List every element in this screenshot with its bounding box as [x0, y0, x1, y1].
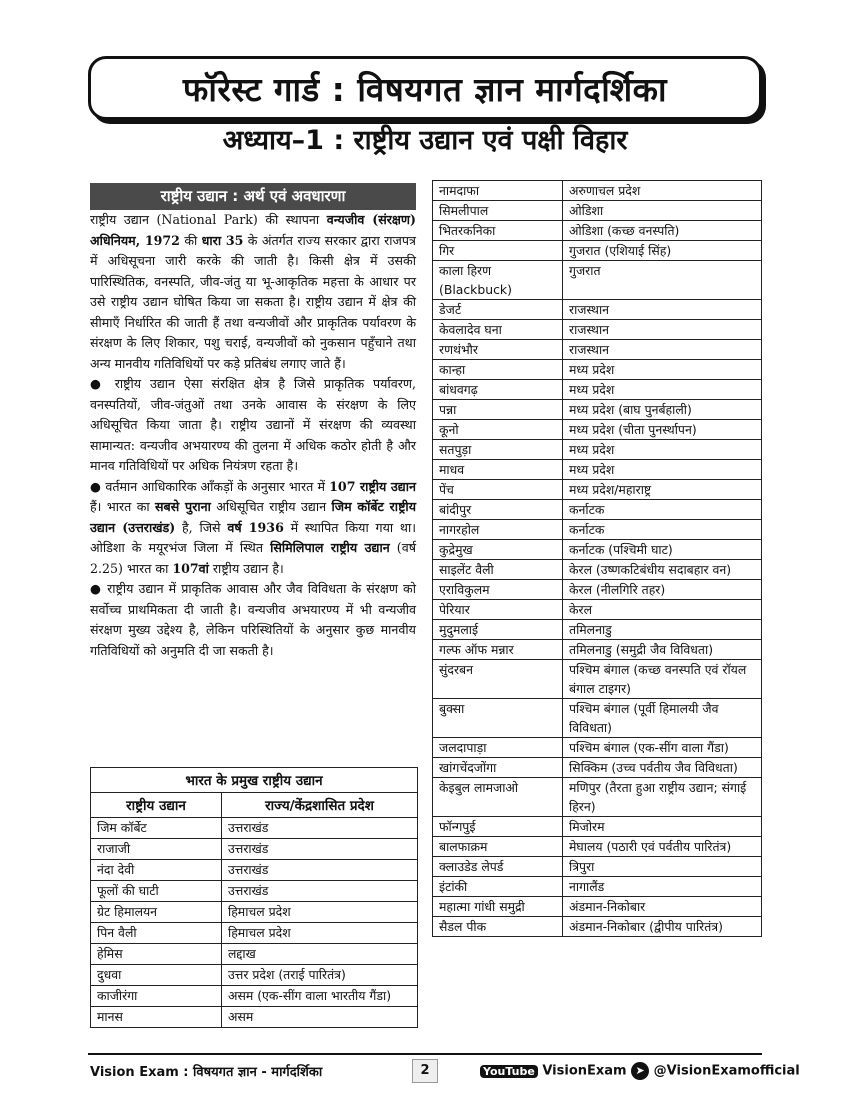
- state-cell: ओडिशा (कच्छ वनस्पति): [563, 221, 762, 241]
- table-row: [91, 923, 418, 944]
- table-row: [433, 420, 762, 440]
- title-banner: [88, 56, 762, 120]
- park-name-cell: क्लाउडेड लेपर्ड: [433, 857, 563, 877]
- state-cell: केरल: [563, 600, 762, 620]
- state-cell: गुजरात (एशियाई सिंह): [563, 241, 762, 261]
- telegram-icon: ➤: [631, 1062, 649, 1080]
- park-name-cell: गल्फ ऑफ मन्नार: [433, 640, 563, 660]
- table-row: [433, 440, 762, 460]
- state-cell: राजस्थान: [563, 340, 762, 360]
- state-cell: अंडमान-निकोबार (द्वीपीय पारितंत्र): [563, 917, 762, 937]
- state-cell: कर्नाटक: [563, 500, 762, 520]
- state-cell: तमिलनाडु: [563, 620, 762, 640]
- park-name-cell: गिर: [433, 241, 563, 261]
- column-header-state: राज्य/केंद्रशासित प्रदेश: [222, 793, 418, 818]
- table-row: [91, 860, 418, 881]
- park-name-cell: जलदापाड़ा: [433, 738, 563, 758]
- section-heading: राष्ट्रीय उद्यान : अर्थ एवं अवधारणा: [90, 183, 416, 210]
- park-name-cell: काजीरंगा: [91, 986, 222, 1007]
- park-name-cell: केवलादेव घना: [433, 320, 563, 340]
- table-row: [433, 897, 762, 917]
- youtube-icon: YouTube: [480, 1065, 538, 1078]
- table-row: [433, 380, 762, 400]
- table-row: [91, 965, 418, 986]
- state-cell: मिजोरम: [563, 817, 762, 837]
- state-cell: उत्तराखंड: [222, 839, 418, 860]
- table-row: [433, 817, 762, 837]
- table-row: [433, 520, 762, 540]
- park-name-cell: बुक्सा: [433, 699, 563, 738]
- table-row: [91, 902, 418, 923]
- table-row: [433, 480, 762, 500]
- state-cell: पश्चिम बंगाल (पूर्वी हिमालयी जैव विविधता): [563, 699, 762, 738]
- table-row: [433, 620, 762, 640]
- park-name-cell: महात्मा गांधी समुद्री: [433, 897, 563, 917]
- table-row: [433, 857, 762, 877]
- state-cell: मध्य प्रदेश: [563, 440, 762, 460]
- table-row: [433, 877, 762, 897]
- park-name-cell: हेमिस: [91, 944, 222, 965]
- table-row: [433, 660, 762, 699]
- state-cell: अरुणाचल प्रदेश: [563, 181, 762, 201]
- left-column: [90, 183, 416, 661]
- park-name-cell: इंटांकी: [433, 877, 563, 897]
- table-row: [91, 839, 418, 860]
- state-cell: पश्चिम बंगाल (कच्छ वनस्पति एवं रॉयल बंगाल टाइगर): [563, 660, 762, 699]
- park-name-cell: पन्ना: [433, 400, 563, 420]
- table-row: [433, 261, 762, 300]
- table-row: [433, 460, 762, 480]
- state-cell: असम (एक-सींग वाला भारतीय गैंडा): [222, 986, 418, 1007]
- column-header-park: राष्ट्रीय उद्यान: [91, 793, 222, 818]
- state-cell: उत्तराखंड: [222, 881, 418, 902]
- state-cell: तमिलनाडु (समुद्री जैव विविधता): [563, 640, 762, 660]
- table-row: [433, 400, 762, 420]
- state-cell: असम: [222, 1007, 418, 1028]
- park-name-cell: फॉन्गपुई: [433, 817, 563, 837]
- park-name-cell: भितरकनिका: [433, 221, 563, 241]
- state-cell: मध्य प्रदेश (चीता पुनर्स्थापन): [563, 420, 762, 440]
- park-name-cell: पिन वैली: [91, 923, 222, 944]
- table-row: [91, 986, 418, 1007]
- telegram-handle: @VisionExamofficial: [653, 1063, 800, 1079]
- state-cell: मणिपुर (तैरता हुआ राष्ट्रीय उद्यान; संगाई हिरन): [563, 778, 762, 817]
- table-row: [91, 944, 418, 965]
- park-name-cell: एराविकुलम: [433, 580, 563, 600]
- state-cell: हिमाचल प्रदेश: [222, 923, 418, 944]
- table-row: [433, 837, 762, 857]
- paragraph-definition: ● राष्ट्रीय उद्यान ऐसा संरक्षित क्षेत्र है जिसे प्राकृतिक पर्यावरण, वनस्पतियों, जीव-जंतुओं तथा उनके आवास के संरक्षण के लिए अधिसूचित किया जाता है। राष्ट्रीय उद्यानों में संरक्षण की व्यवस्था सामान्यत: वन्यजीव अभयारण्य की तुलना में अधिक कठोर होती है और मानव गतिविधियों पर अधिक नियंत्रण रहता है।: [90, 376, 416, 473]
- table-row: [433, 181, 762, 201]
- table-row: [433, 540, 762, 560]
- state-cell: उत्तराखंड: [222, 818, 418, 839]
- park-name-cell: सिमलीपाल: [433, 201, 563, 221]
- table-row: [91, 881, 418, 902]
- footer-text: Vision Exam : विषयगत ज्ञान - मार्गदर्शिका: [90, 1065, 323, 1080]
- park-name-cell: पेरियार: [433, 600, 563, 620]
- park-name-cell: सैडल पीक: [433, 917, 563, 937]
- state-cell: हिमाचल प्रदेश: [222, 902, 418, 923]
- table-row: [433, 917, 762, 937]
- table-row: [91, 818, 418, 839]
- page-title: फॉरेस्ट गार्ड : विषयगत ज्ञान मार्गदर्शिका: [182, 69, 668, 109]
- table-row: [433, 221, 762, 241]
- park-name-cell: काला हिरण (Blackbuck): [433, 261, 563, 300]
- park-name-cell: नामदाफा: [433, 181, 563, 201]
- state-cell: लद्दाख: [222, 944, 418, 965]
- state-cell: मध्य प्रदेश: [563, 380, 762, 400]
- park-name-cell: नागरहोल: [433, 520, 563, 540]
- state-cell: उत्तर प्रदेश (तराई पारितंत्र): [222, 965, 418, 986]
- chapter-heading: अध्याय–1 : राष्ट्रीय उद्यान एवं पक्षी विहार: [222, 125, 628, 156]
- youtube-channel: VisionExam: [542, 1063, 627, 1079]
- park-name-cell: कूनो: [433, 420, 563, 440]
- table-row: [433, 560, 762, 580]
- page-number: 2: [412, 1059, 438, 1083]
- state-cell: कर्नाटक: [563, 520, 762, 540]
- state-cell: गुजरात: [563, 261, 762, 300]
- parks-table-continued: [432, 180, 762, 937]
- state-cell: मध्य प्रदेश/महाराष्ट्र: [563, 480, 762, 500]
- table-row: [433, 778, 762, 817]
- park-name-cell: खांगचेंदजोंगा: [433, 758, 563, 778]
- park-name-cell: दुधवा: [91, 965, 222, 986]
- state-cell: पश्चिम बंगाल (एक-सींग वाला गैंडा): [563, 738, 762, 758]
- park-name-cell: सतपुड़ा: [433, 440, 563, 460]
- table-row: [433, 300, 762, 320]
- park-name-cell: साइलेंट वैली: [433, 560, 563, 580]
- table-row: [433, 360, 762, 380]
- table-caption: भारत के प्रमुख राष्ट्रीय उद्यान: [91, 768, 418, 793]
- state-cell: नागालैंड: [563, 877, 762, 897]
- state-cell: मेघालय (पठारी एवं पर्वतीय पारितंत्र): [563, 837, 762, 857]
- park-name-cell: जिम कॉर्बेट: [91, 818, 222, 839]
- table-row: [433, 758, 762, 778]
- major-parks-table: [90, 767, 418, 1028]
- table-row: [433, 580, 762, 600]
- table-row: [433, 201, 762, 221]
- table-row: [433, 738, 762, 758]
- state-cell: कर्नाटक (पश्चिमी घाट): [563, 540, 762, 560]
- state-cell: मध्य प्रदेश (बाघ पुनर्बहाली): [563, 400, 762, 420]
- table-row: [433, 500, 762, 520]
- park-name-cell: राजाजी: [91, 839, 222, 860]
- state-cell: अंडमान-निकोबार: [563, 897, 762, 917]
- table-row: [433, 699, 762, 738]
- table-row: [433, 640, 762, 660]
- state-cell: राजस्थान: [563, 320, 762, 340]
- park-name-cell: मानस: [91, 1007, 222, 1028]
- park-name-cell: रणथंभौर: [433, 340, 563, 360]
- state-cell: राजस्थान: [563, 300, 762, 320]
- table-row: [433, 241, 762, 261]
- state-cell: ओडिशा: [563, 201, 762, 221]
- state-cell: केरल (उष्णकटिबंधीय सदाबहार वन): [563, 560, 762, 580]
- park-name-cell: सुंदरबन: [433, 660, 563, 699]
- park-name-cell: ग्रेट हिमालयन: [91, 902, 222, 923]
- paragraph-intro: राष्ट्रीय उद्यान (National Park) की स्थापना वन्यजीव (संरक्षण) अधिनियम, 1972 की धारा 35 के अंतर्गत राज्य सरकार द्वारा राजपत्र में अधिसूचना जारी करके की जाती है। किसी क्षेत्र में उसकी पारिस्थितिक, वनस्पति, जीव-जंतु या भू-आकृतिक महत्ता के आधार पर उसे राष्ट्रीय उद्यान घोषित किया जा सकता है। राष्ट्रीय उद्यान में क्षेत्र की सीमाएँ निर्धारित की जाती हैं तथा वन्यजीवों और प्राकृतिक पर्यावरण के संरक्षण के लिए शिकार, पशु चराई, वन्यजीवों को नुकसान पहुँचाने तथा अन्य मानवीय गतिविधियों पर कड़े प्रतिबंध लगाए जाते हैं।: [90, 212, 416, 371]
- table-row: [433, 320, 762, 340]
- footer-social: [480, 1062, 800, 1080]
- table-row: [433, 340, 762, 360]
- park-name-cell: कुद्रेमुख: [433, 540, 563, 560]
- paragraph-priority: ● राष्ट्रीय उद्यान में प्राकृतिक आवास और जैव विविधता के संरक्षण को सर्वोच्च प्राथमिकता दी जाती है। वन्यजीव अभयारण्य में भी वन्यजीव संरक्षण मुख्य उद्देश्य है, लेकिन परिस्थितियों के अनुसार कुछ मानवीय गतिविधियों को अनुमति दी जा सकती है।: [90, 581, 416, 658]
- state-cell: त्रिपुरा: [563, 857, 762, 877]
- state-cell: केरल (नीलगिरि तहर): [563, 580, 762, 600]
- state-cell: मध्य प्रदेश: [563, 360, 762, 380]
- table-row: [91, 1007, 418, 1028]
- footer-divider: [88, 1053, 762, 1055]
- park-name-cell: बालफाक्रम: [433, 837, 563, 857]
- table-row: [433, 600, 762, 620]
- park-name-cell: पेंच: [433, 480, 563, 500]
- park-name-cell: बांधवगढ़: [433, 380, 563, 400]
- park-name-cell: केइबुल लामजाओ: [433, 778, 563, 817]
- park-name-cell: नंदा देवी: [91, 860, 222, 881]
- state-cell: सिक्किम (उच्च पर्वतीय जैव विविधता): [563, 758, 762, 778]
- state-cell: उत्तराखंड: [222, 860, 418, 881]
- state-cell: मध्य प्रदेश: [563, 460, 762, 480]
- paragraph-facts: ● वर्तमान आधिकारिक आँकड़ों के अनुसार भारत में 107 राष्ट्रीय उद्यान हैं। भारत का सबसे पुराना अधिसूचित राष्ट्रीय उद्यान जिम कॉर्बेट राष्ट्रीय उद्यान (उत्तराखंड) है, जिसे वर्ष 1936 में स्थापित किया गया था। ओडिशा के मयूरभंज जिला में स्थित सिमिलिपाल राष्ट्रीय उद्यान (वर्ष 2.25) भारत का 107वां राष्ट्रीय उद्यान है।: [90, 478, 417, 576]
- park-name-cell: डेजर्ट: [433, 300, 563, 320]
- park-name-cell: माधव: [433, 460, 563, 480]
- park-name-cell: कान्हा: [433, 360, 563, 380]
- park-name-cell: मुदुमलाई: [433, 620, 563, 640]
- park-name-cell: बांदीपुर: [433, 500, 563, 520]
- park-name-cell: फूलों की घाटी: [91, 881, 222, 902]
